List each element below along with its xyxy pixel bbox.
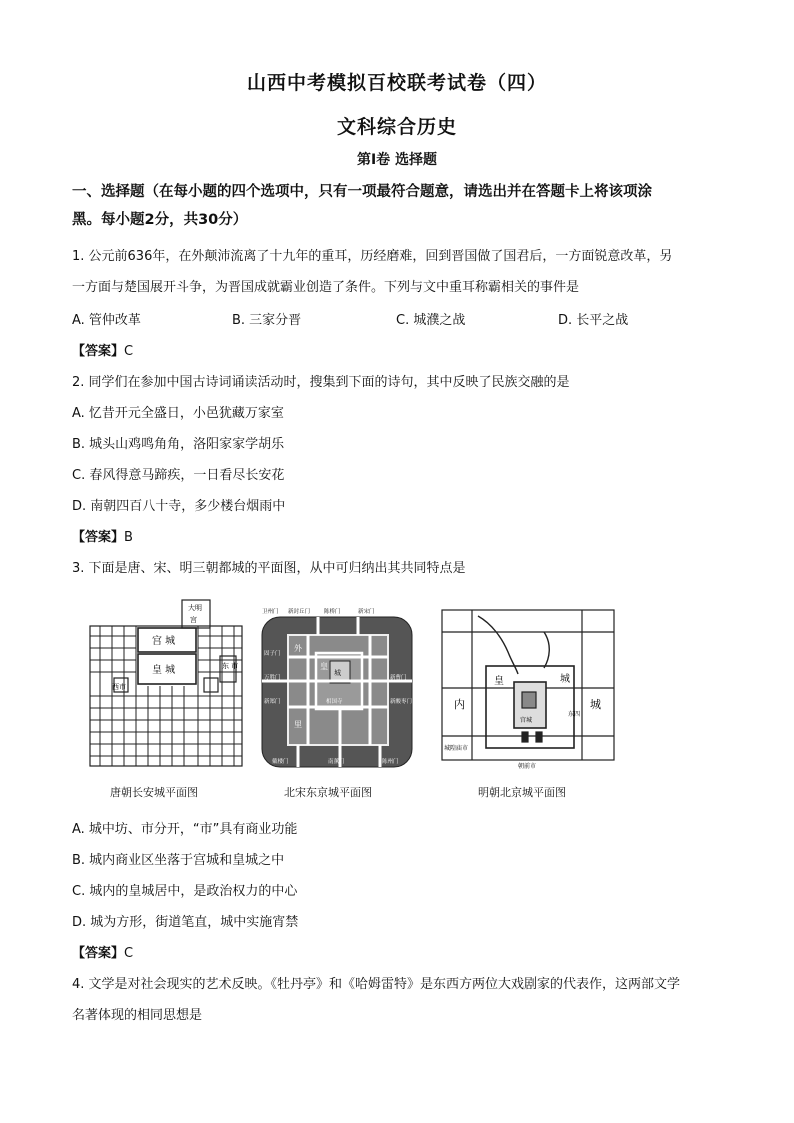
q1-stem-line-2: 一方面与楚国展开斗争，为晋国成就霸业创造了条件。下列与文中重耳称霸相关的事件是 bbox=[72, 280, 580, 295]
song-label-xincao: 新曹门 bbox=[390, 675, 407, 681]
song-label-huang: 皇 bbox=[320, 662, 328, 671]
song-label-xinzheng: 新郑门 bbox=[264, 699, 281, 705]
q3-option-d: D. 城为方形，街道笔直，城中实施宵禁 bbox=[72, 915, 299, 930]
q3-option-c: C. 城内的皇城居中，是政治权力的中心 bbox=[72, 884, 298, 899]
q2-stem: 2. 同学们在参加中国古诗词诵读活动时，搜集到下面的诗句，其中反映了民族交融的是 bbox=[72, 375, 570, 390]
tang-label-xishi: 西市 bbox=[112, 683, 126, 691]
q4-stem-line-1: 4. 文学是对社会现实的艺术反映。《牡丹亭》和《哈姆雷特》是东西方两位大戏剧家的代表作，这两部文学 bbox=[72, 977, 681, 992]
ming-label-cheng2: 城 bbox=[590, 698, 601, 711]
song-label-gulu: 固子门 bbox=[264, 651, 281, 657]
exam-title: 山西中考模拟百校联考试卷（四） bbox=[246, 72, 547, 94]
exam-subject: 文科综合历史 bbox=[336, 116, 457, 138]
q3-option-a: A. 城中坊、市分开，“市”具有商业功能 bbox=[72, 822, 298, 837]
q2-option-b: B. 城头山鸡鸣角角，洛阳家家学胡乐 bbox=[72, 437, 285, 452]
song-label-xintou: 新酸枣门 bbox=[390, 699, 413, 705]
ming-label-gongcheng: 宫城 bbox=[520, 717, 533, 724]
exam-part: 第Ⅰ卷 选择题 bbox=[356, 152, 438, 168]
section-line-2: 黑。每小题2分，共30分） bbox=[72, 212, 248, 228]
q1-option-b: B. 三家分晋 bbox=[232, 313, 302, 328]
tang-label-huangcheng: 皇 城 bbox=[152, 665, 176, 676]
tang-label-gong: 宫 bbox=[190, 616, 197, 624]
q1-answer bbox=[72, 340, 133, 359]
tang-caption: 唐朝长安城平面图 bbox=[110, 786, 198, 799]
song-label-daizong: 戴楼门 bbox=[272, 759, 289, 765]
song-label-wansheng: 万胜门 bbox=[264, 675, 281, 681]
q2-option-c: C. 春风得意马蹄疾，一日看尽长安花 bbox=[72, 468, 285, 483]
tang-label-daming: 大明 bbox=[188, 604, 202, 612]
song-label-chenqiao: 陈桥门 bbox=[324, 609, 341, 615]
q1-option-c: C. 城濮之战 bbox=[396, 313, 466, 328]
q1-option-a: A. 管仲改革 bbox=[72, 313, 141, 328]
song-label-wai: 外 bbox=[294, 644, 302, 653]
song-label-li: 里 bbox=[294, 720, 302, 729]
song-label-nanxun: 南薰门 bbox=[328, 759, 345, 765]
answer-label: 【答案】 bbox=[72, 946, 125, 961]
answer-label: 【答案】 bbox=[72, 530, 125, 545]
q2-answer-value: B bbox=[124, 530, 133, 545]
song-label-fengqiu: 新封丘门 bbox=[288, 609, 311, 615]
ming-label-nei: 内 bbox=[454, 698, 465, 711]
answer-label: 【答案】 bbox=[72, 344, 125, 359]
q2-option-a: A. 忆昔开元全盛日，小邑犹藏万家室 bbox=[72, 406, 284, 421]
song-label-weizhou: 卫州门 bbox=[262, 609, 279, 615]
ming-label-huang: 皇 bbox=[494, 676, 504, 687]
song-label-cheng: 城 bbox=[334, 669, 341, 677]
q3-stem: 3. 下面是唐、宋、明三朝都城的平面图，从中可归纳出其共同特点是 bbox=[72, 561, 466, 576]
song-label-chenzhou: 陈州门 bbox=[382, 759, 399, 765]
ming-caption: 明朝北京城平面图 bbox=[478, 786, 566, 799]
song-caption: 北宋东京城平面图 bbox=[284, 786, 372, 799]
q3-option-b: B. 城内商业区坐落于宫城和皇城之中 bbox=[72, 853, 285, 868]
q2-option-d: D. 南朝四百八十寺，多少楼台烟雨中 bbox=[72, 499, 286, 514]
q3-answer bbox=[72, 942, 133, 961]
q2-answer bbox=[72, 526, 133, 545]
song-label-xinsong: 新宋门 bbox=[358, 609, 375, 615]
tang-label-gongcheng: 宫 城 bbox=[152, 636, 176, 647]
song-kaifeng-map bbox=[258, 605, 418, 775]
ming-label-cheng1: 城 bbox=[560, 674, 570, 685]
ming-label-chaoqian: 朝前市 bbox=[518, 763, 537, 770]
tang-changan-map bbox=[86, 596, 246, 772]
ming-label-dongsi: 东四 bbox=[568, 711, 581, 718]
ming-label-chengmiao: 城隍庙市 bbox=[444, 745, 469, 752]
q4-stem-line-2: 名著体现的相同思想是 bbox=[72, 1008, 203, 1023]
q1-stem-line-1: 1. 公元前636年，在外颠沛流离了十九年的重耳，历经磨难，回到晋国做了国君后，一方面锐意改革，另 bbox=[72, 249, 673, 264]
ming-beijing-map bbox=[432, 604, 622, 770]
q1-answer-value: C bbox=[124, 344, 134, 359]
section-line-1: 一、选择题（在每小题的四个选项中，只有一项最符合题意，请选出并在答题卡上将该项涂 bbox=[72, 184, 652, 200]
section-instructions bbox=[72, 178, 732, 234]
song-label-xianglu: 相国寺 bbox=[326, 699, 343, 705]
tang-label-dongshi: 东 市 bbox=[222, 662, 239, 670]
q3-answer-value: C bbox=[124, 946, 134, 961]
q1-option-d: D. 长平之战 bbox=[558, 313, 629, 328]
